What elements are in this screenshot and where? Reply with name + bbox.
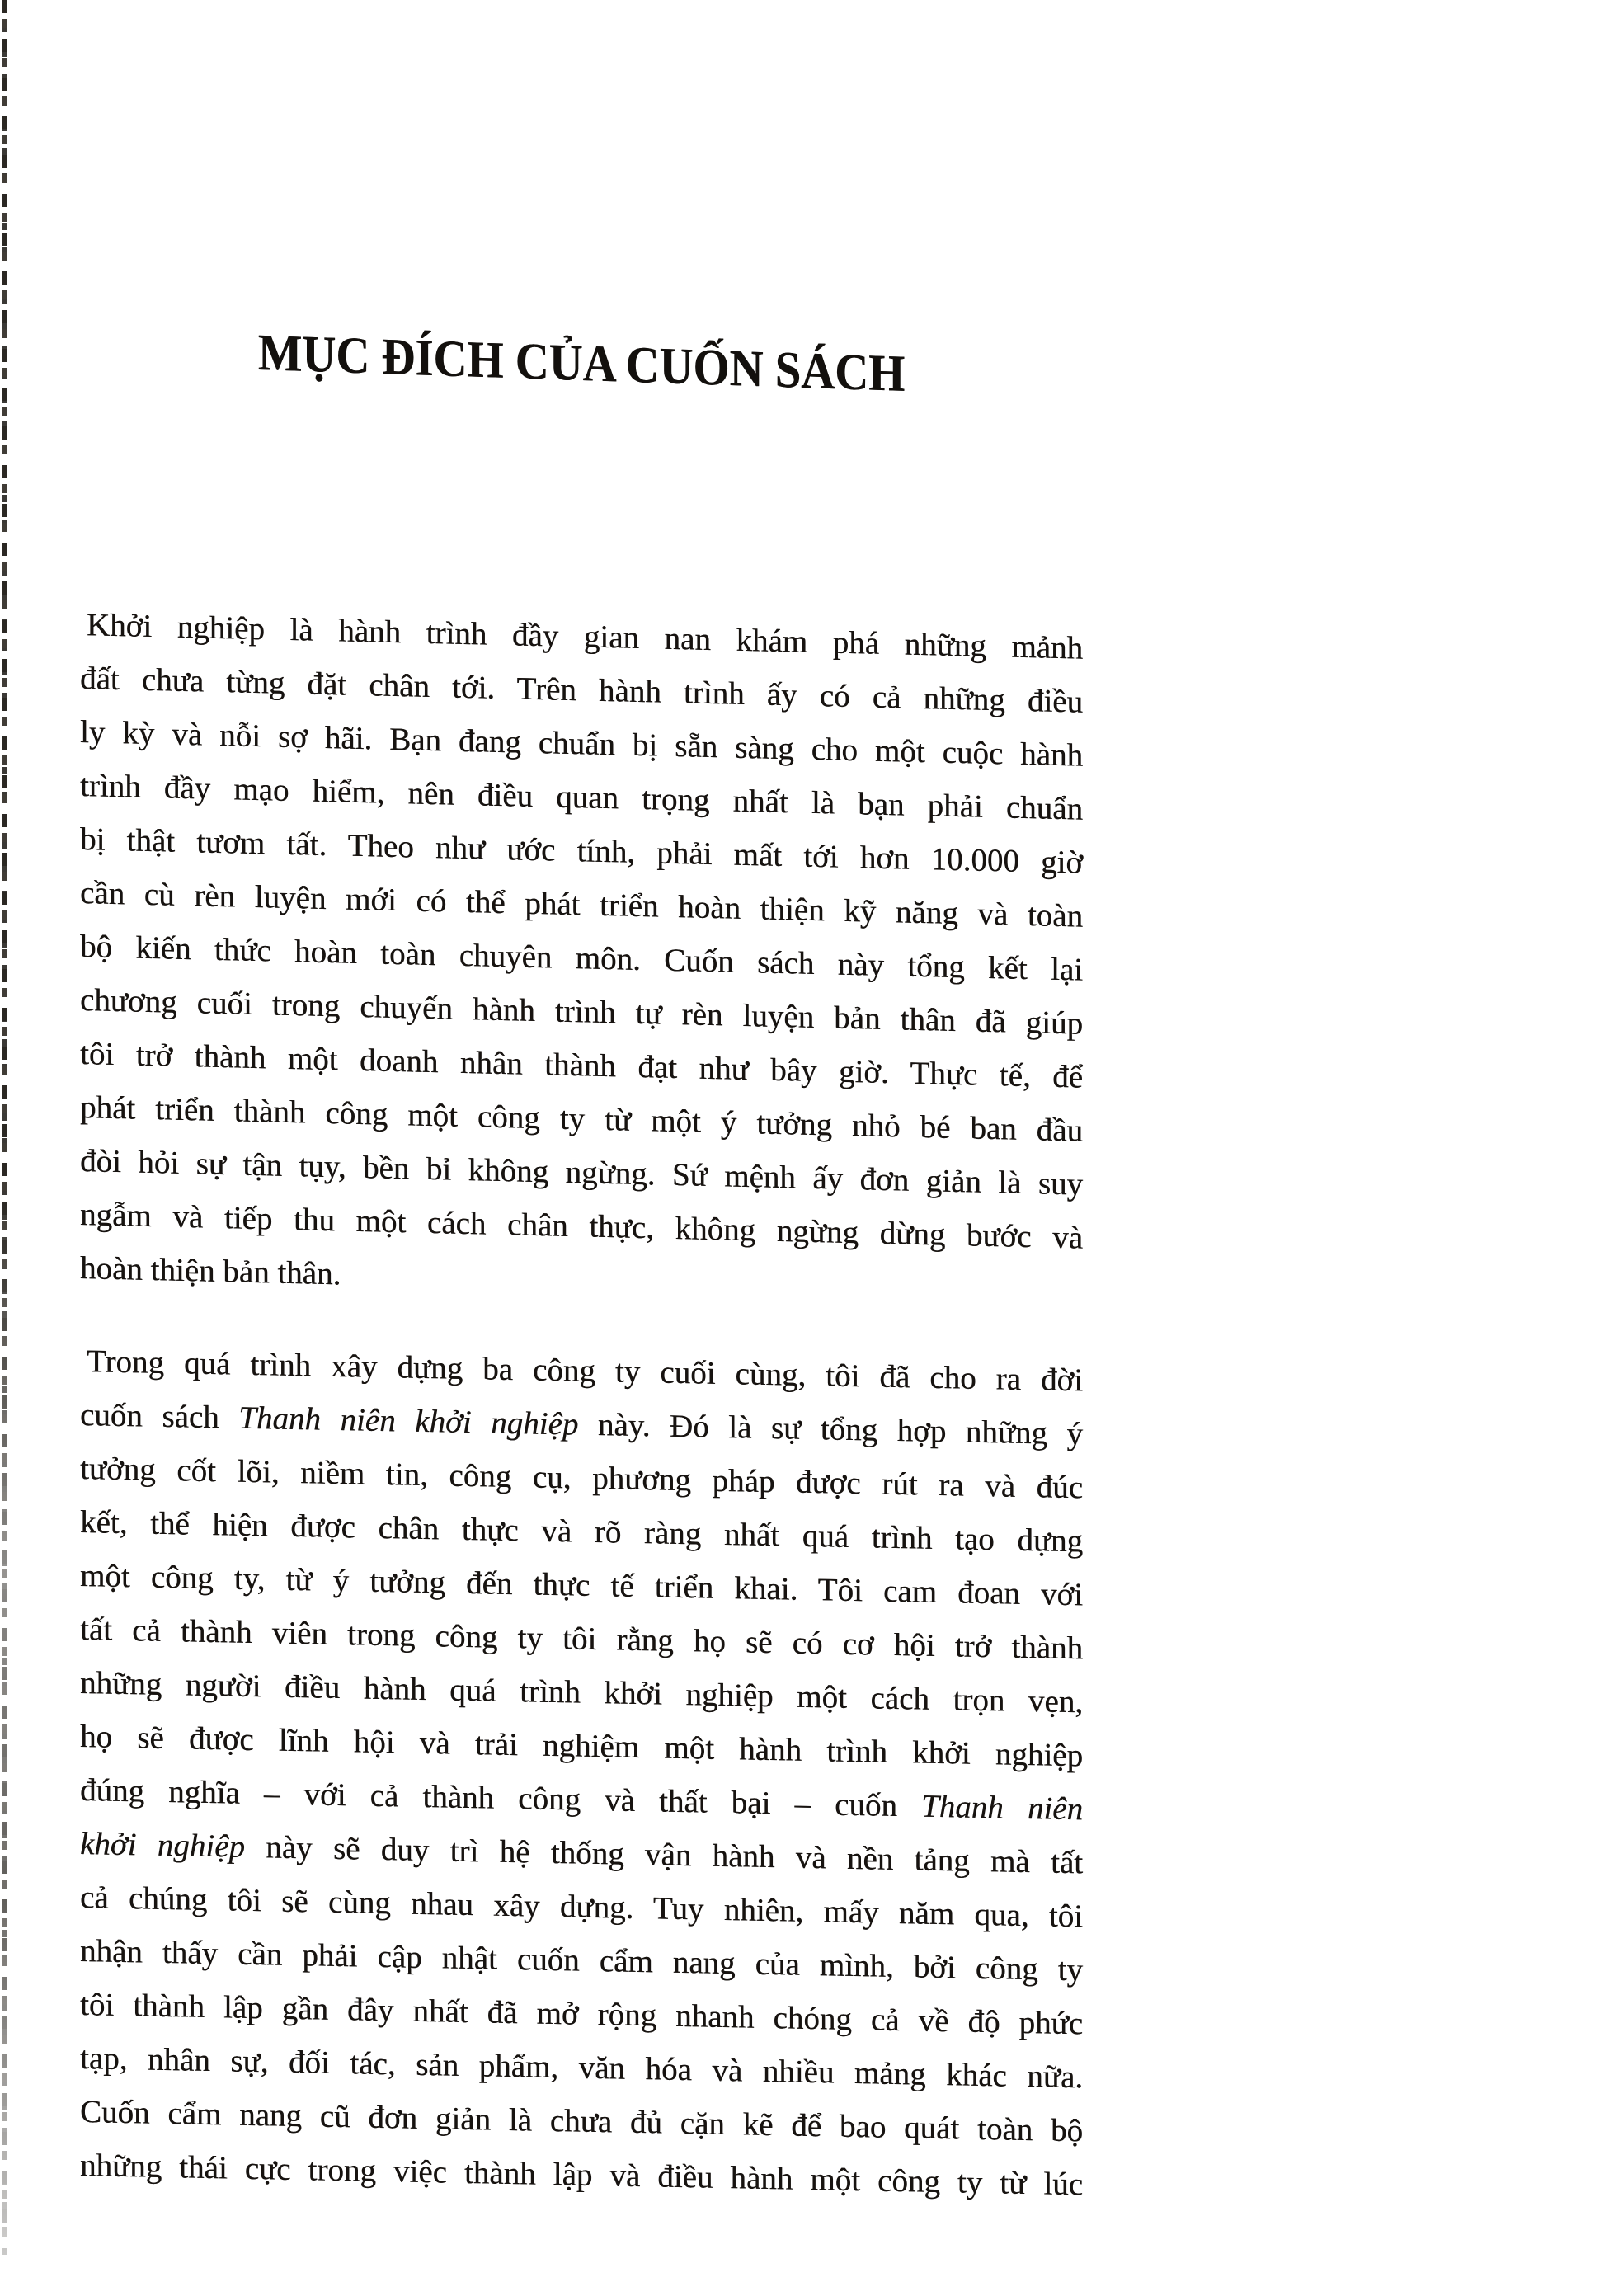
- text-line: đất chưa từng đặt chân tới. Trên hành trình ấy có cả những điều: [80, 661, 1083, 720]
- text-line: một công ty, từ ý tưởng đến thực tế triển khai. Tôi cam đoan với: [80, 1558, 1083, 1613]
- text-line: tôi trở thành một doanh nhân thành đạt như bây giờ. Thực tế, để: [80, 1036, 1083, 1095]
- text-line: tất cả thành viên trong công ty tôi rằng họ sẽ có cơ hội trở thành: [80, 1611, 1083, 1667]
- text-line: những thái cực trong việc thành lập và điều hành một công ty từ lúc: [80, 2148, 1083, 2203]
- text-line: những người điều hành quá trình khởi nghiệp một cách trọn vẹn,: [80, 1665, 1083, 1720]
- text-line: phát triển thành công một công ty từ một ý tưởng nhỏ bé ban đầu: [80, 1089, 1083, 1149]
- paragraph: [80, 598, 1083, 1319]
- text-line: chương cuối trong chuyến hành trình tự rèn luyện bản thân đã giúp: [80, 982, 1083, 1042]
- text-line: Cuốn cẩm nang cũ đơn giản là chưa đủ cặn kẽ để bao quát toàn bộ: [80, 2094, 1083, 2149]
- text-line: bộ kiến thức hoàn toàn chuyên môn. Cuốn sách này tổng kết lại: [80, 929, 1083, 988]
- text-line: ly kỳ và nỗi sợ hãi. Bạn đang chuẩn bị sẵn sàng cho một cuộc hành: [80, 714, 1083, 774]
- text-line: cả chúng tôi sẽ cùng nhau xây dựng. Tuy nhiên, mấy năm qua, tôi: [80, 1880, 1083, 1935]
- text-line: tưởng cốt lõi, niềm tin, công cụ, phương pháp được rút ra và đúc: [80, 1451, 1083, 1506]
- text-line: cuốn sách Thanh niên khởi nghiệp này. Đó là sự tổng hợp những ý: [80, 1397, 1084, 1452]
- text-line: bị thật tươm tất. Theo như ước tính, phải mất tới hơn 10.000 giờ: [80, 821, 1083, 881]
- text-line: đúng nghĩa – với cả thành công và thất bại – cuốn Thanh niên: [80, 1772, 1083, 1828]
- text-line: cần cù rèn luyện mới có thể phát triển hoàn thiện kỹ năng và toàn: [80, 875, 1083, 934]
- body-text: [80, 598, 1084, 2203]
- text-line: tôi thành lập gần đây nhất đã mở rộng nhanh chóng cả về độ phức: [80, 1987, 1083, 2042]
- text-line: đòi hỏi sự tận tụy, bền bỉ không ngừng. Sứ mệnh ấy đơn giản là suy: [80, 1143, 1083, 1202]
- text-line: khởi nghiệp này sẽ duy trì hệ thống vận hành và nền tảng mà tất: [80, 1826, 1083, 1881]
- text-line: trình đầy mạo hiểm, nên điều quan trọng nhất là bạn phải chuẩn: [80, 768, 1083, 827]
- text-line: Trong quá trình xây dựng ba công ty cuối cùng, tôi đã cho ra đời: [87, 1343, 1083, 1399]
- text-line: nhận thấy cần phải cập nhật cuốn cẩm nang của mình, bởi công ty: [80, 1933, 1083, 1988]
- text-line: tạp, nhân sự, đối tác, sản phẩm, văn hóa và nhiều mảng khác nữa.: [80, 2040, 1083, 2096]
- page-content: [80, 0, 1084, 2203]
- text-line: hoàn thiện bản thân.: [80, 1250, 341, 1292]
- text-line: họ sẽ được lĩnh hội và trải nghiệm một hành trình khởi nghiệp: [80, 1719, 1083, 1774]
- scan-edge-artifact: [2, 0, 7, 2255]
- chapter-title: MỤC ĐÍCH CỦA CUỐN SÁCH: [257, 322, 906, 403]
- text-line: ngẫm và tiếp thu một cách chân thực, không ngừng dừng bước và: [80, 1197, 1083, 1256]
- paragraph: [80, 1334, 1083, 2211]
- text-line: Khởi nghiệp là hành trình đầy gian nan khám phá những mảnh: [87, 607, 1083, 666]
- text-line: kết, thể hiện được chân thực và rõ ràng nhất quá trình tạo dựng: [80, 1504, 1083, 1560]
